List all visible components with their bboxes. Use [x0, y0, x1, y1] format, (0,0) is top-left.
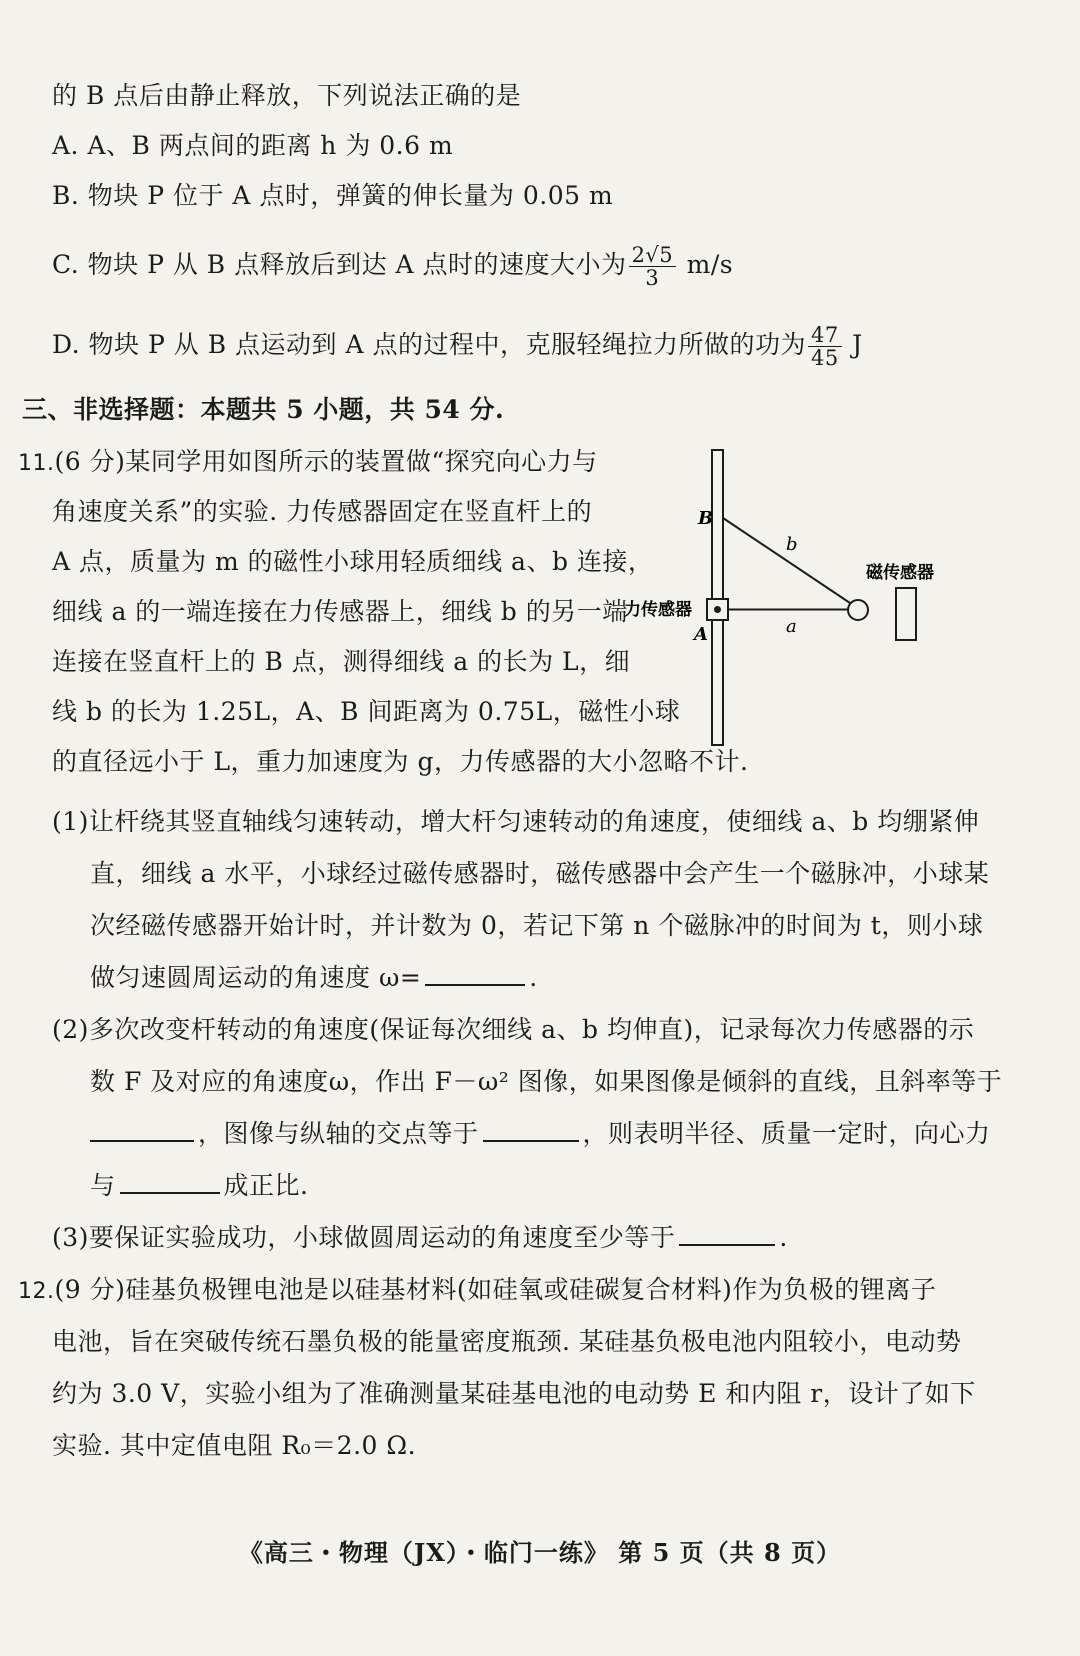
section-heading: 三、非选择题：本题共 5 小题，共 54 分. — [22, 395, 505, 424]
question-10-tail: 的 B 点后由静止释放，下列说法正确的是 — [52, 81, 522, 110]
force-sensor-dot — [714, 606, 721, 613]
option-a: A. A、B 两点间的距离 h 为 0.6 m — [52, 131, 454, 160]
option-d-text: D. 物块 P 从 B 点运动到 A 点的过程中，克服轻绳拉力所做的功为 — [52, 330, 806, 359]
part-2-line: (2)多次改变杆转动的角速度(保证每次细线 a、b 均伸直)，记录每次力传感器的示 — [52, 1015, 975, 1044]
part-1-last-line: 做匀速圆周运动的角速度 ω= . — [90, 963, 538, 992]
option-c-text: C. 物块 P 从 B 点释放后到达 A 点时的速度大小为 — [52, 250, 627, 279]
answer-blank-proportional[interactable] — [120, 1170, 220, 1194]
label-string-b: b — [786, 534, 798, 555]
apparatus-diagram — [600, 440, 980, 760]
answer-blank-min-omega[interactable] — [679, 1222, 775, 1246]
question-11-line: 连接在竖直杆上的 B 点，测得细线 a 的长为 L，细 — [52, 647, 631, 676]
option-c-unit: m/s — [678, 250, 734, 279]
option-d — [52, 324, 863, 369]
question-12-first-line: 12.(9 分)硅基负极锂电池是以硅基材料(如硅氧或硅碳复合材料)作为负极的锂离子 — [18, 1275, 937, 1304]
magnetic-sensor-box — [896, 588, 916, 640]
label-magnetic-sensor: 磁传感器 — [866, 563, 934, 583]
question-12-line: 电池，旨在突破传统石墨负极的能量密度瓶颈. 某硅基负极电池内阻较小，电动势 — [52, 1327, 962, 1356]
label-force-sensor: 力传感器 — [624, 600, 692, 620]
part-1-line: 直，细线 a 水平，小球经过磁传感器时，磁传感器中会产生一个磁脉冲，小球某 — [90, 859, 990, 888]
option-b: B. 物块 P 位于 A 点时，弹簧的伸长量为 0.05 m — [52, 181, 614, 210]
question-11-number: 11. — [18, 451, 55, 476]
question-11-first-line: 11.(6 分)某同学用如图所示的装置做“探究向心力与 — [18, 447, 598, 476]
option-d-unit: J — [843, 330, 863, 359]
label-B: B — [698, 508, 714, 529]
string-b — [723, 518, 850, 603]
part-3-line: (3)要保证实验成功，小球做圆周运动的角速度至少等于 . — [52, 1223, 788, 1252]
question-11-line: 线 b 的长为 1.25L，A、B 间距离为 0.75L，磁性小球 — [52, 697, 681, 726]
question-11-line: 的直径远小于 L，重力加速度为 g，力传感器的大小忽略不计. — [52, 747, 749, 776]
answer-blank-slope[interactable] — [90, 1118, 194, 1142]
part-2-last-line: 与 成正比. — [90, 1171, 309, 1200]
option-c-fraction: $\frac{2√5}{3}$ — [629, 244, 677, 289]
vertical-rod — [712, 450, 723, 745]
part-1-line: 次经磁传感器开始计时，并计数为 0，若记下第 n 个磁脉冲的时间为 t，则小球 — [90, 911, 984, 940]
question-12-line: 实验. 其中定值电阻 R₀＝2.0 Ω. — [52, 1431, 417, 1460]
question-12-line: 约为 3.0 V，实验小组为了准确测量某硅基电池的电动势 E 和内阻 r，设计了如下 — [52, 1379, 976, 1408]
answer-blank-omega[interactable] — [425, 962, 525, 986]
label-A: A — [694, 624, 708, 645]
part-2-line-blanks: ，图像与纵轴的交点等于 ，则表明半径、质量一定时，向心力 — [90, 1118, 991, 1150]
question-11-line: 角速度关系”的实验. 力传感器固定在竖直杆上的 — [52, 497, 593, 526]
question-12-number: 12. — [18, 1279, 55, 1304]
page-footer: 《高三・物理（JX）・临门一练》 第 5 页（共 8 页） — [238, 1538, 842, 1567]
answer-blank-intercept[interactable] — [483, 1118, 579, 1142]
option-c — [52, 244, 733, 289]
question-11-line: A 点，质量为 m 的磁性小球用轻质细线 a、b 连接， — [52, 547, 654, 576]
question-11-line: 细线 a 的一端连接在力传感器上，细线 b 的另一端 — [52, 597, 628, 626]
magnetic-ball — [848, 600, 868, 620]
label-string-a: a — [786, 616, 797, 637]
part-1-line: (1)让杆绕其竖直轴线匀速转动，增大杆匀速转动的角速度，使细线 a、b 均绷紧伸 — [52, 807, 980, 836]
option-d-fraction: $\frac{47}{45}$ — [808, 324, 842, 369]
part-2-line: 数 F 及对应的角速度ω，作出 F－ω² 图像，如果图像是倾斜的直线，且斜率等于 — [90, 1067, 1003, 1096]
